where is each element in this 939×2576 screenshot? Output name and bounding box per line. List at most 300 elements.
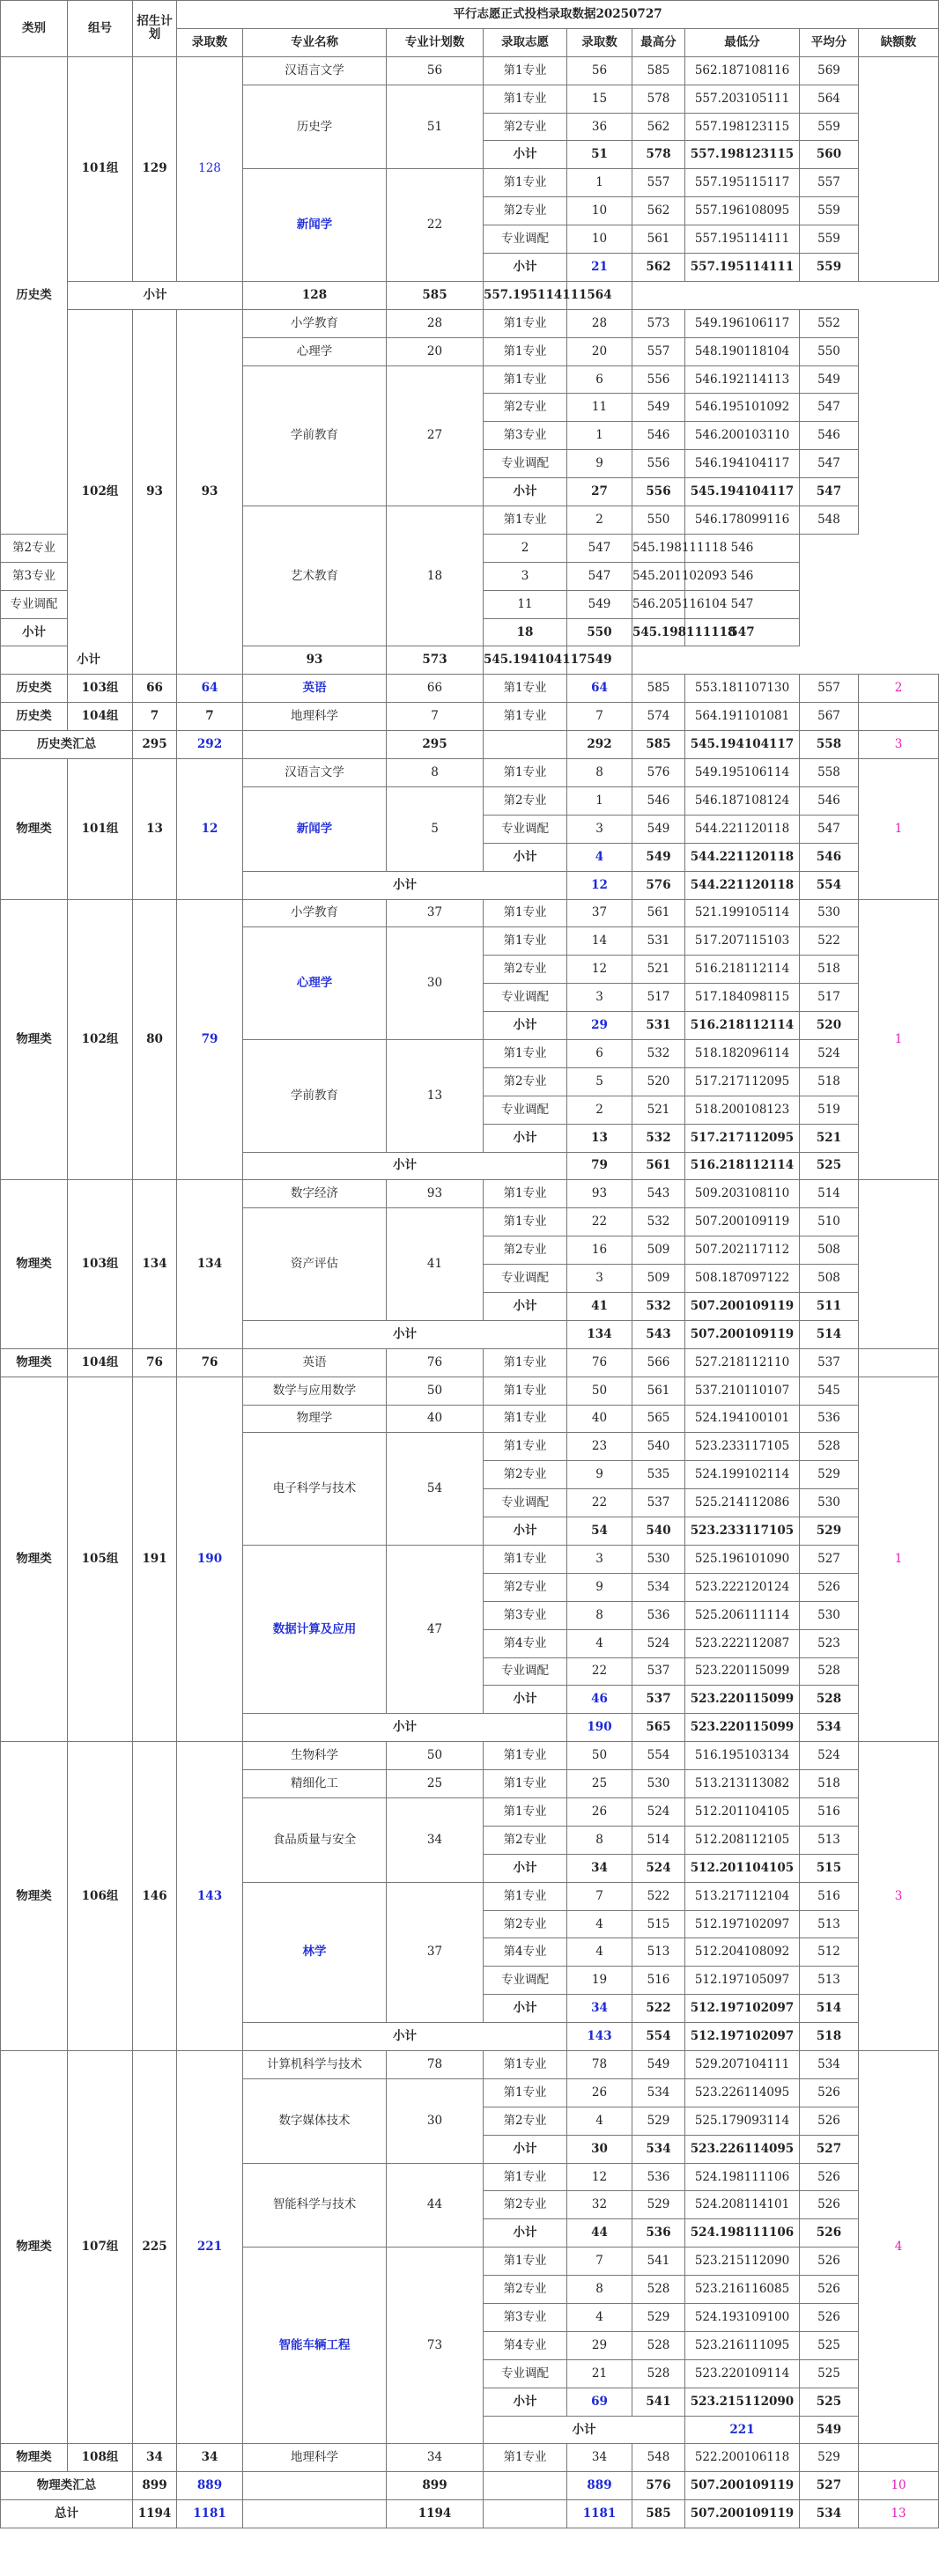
table-cell: 528 bbox=[800, 1657, 859, 1686]
table-cell: 554 bbox=[632, 2023, 685, 2051]
table-cell: 508.187097122 bbox=[685, 1265, 800, 1293]
table-cell: 数字经济 bbox=[243, 1180, 387, 1208]
table-cell: 128 bbox=[243, 281, 387, 309]
table-cell: 512.197102097 bbox=[685, 2023, 800, 2051]
table-cell: 3 bbox=[859, 1742, 939, 2051]
table-cell: 6 bbox=[567, 1039, 632, 1067]
table-cell: 第1专业 bbox=[484, 675, 567, 703]
table-cell: 10 bbox=[567, 197, 632, 225]
table-cell: 地理科学 bbox=[243, 2444, 387, 2472]
table-cell: 102组 bbox=[68, 899, 133, 1180]
table-cell: 3 bbox=[567, 1265, 632, 1293]
table-cell: 899 bbox=[133, 2472, 177, 2500]
table-cell: 13 bbox=[567, 1124, 632, 1152]
table-cell: 134 bbox=[133, 1180, 177, 1348]
table-cell: 541 bbox=[632, 2248, 685, 2276]
table-cell: 537 bbox=[632, 1489, 685, 1517]
table-cell: 50 bbox=[387, 1742, 484, 1770]
table-cell: 食品质量与安全 bbox=[243, 1798, 387, 1883]
table-cell: 569 bbox=[800, 56, 859, 85]
table-cell: 134 bbox=[567, 1320, 632, 1348]
table-cell: 543 bbox=[632, 1180, 685, 1208]
table-cell: 508 bbox=[800, 1265, 859, 1293]
table-cell: 573 bbox=[387, 646, 484, 675]
table-cell: 518 bbox=[800, 1770, 859, 1798]
table-cell: 小计 bbox=[243, 1714, 567, 1742]
table-cell: 191 bbox=[133, 1377, 177, 1742]
table-cell: 545.198111118 bbox=[632, 618, 685, 646]
table-cell: 小计 bbox=[484, 141, 567, 169]
table-title: 平行志愿正式投档录取数据20250727 bbox=[177, 1, 939, 29]
table-cell: 549 bbox=[567, 646, 632, 675]
table-cell: 历史类汇总 bbox=[1, 731, 133, 759]
table-cell: 23 bbox=[567, 1433, 632, 1461]
table-cell: 515 bbox=[632, 1910, 685, 1938]
table-cell: 536 bbox=[800, 1405, 859, 1433]
table-cell: 4 bbox=[567, 2304, 632, 2332]
table-cell: 559 bbox=[800, 197, 859, 225]
table-cell: 心理学 bbox=[243, 927, 387, 1040]
table-cell: 564.191101081 bbox=[685, 703, 800, 731]
table-cell: 小计 bbox=[484, 1124, 567, 1152]
table-cell: 517.217112095 bbox=[685, 1124, 800, 1152]
table-cell: 557.198123115 bbox=[685, 113, 800, 141]
table-cell: 精细化工 bbox=[243, 1770, 387, 1798]
table-row bbox=[1, 703, 939, 731]
table-cell: 523.216116085 bbox=[685, 2276, 800, 2304]
table-cell: 524 bbox=[800, 1742, 859, 1770]
table-cell: 535 bbox=[632, 1461, 685, 1489]
table-cell: 专业调配 bbox=[484, 1967, 567, 1995]
table-cell: 517 bbox=[632, 984, 685, 1012]
table-cell: 3 bbox=[484, 562, 567, 590]
table-cell: 561 bbox=[632, 225, 685, 254]
table-cell: 46 bbox=[567, 1686, 632, 1714]
table-cell: 507.200109119 bbox=[685, 2472, 800, 2500]
table-cell: 559 bbox=[800, 113, 859, 141]
table-cell: 546.194104117 bbox=[685, 450, 800, 478]
table-cell: 578 bbox=[632, 141, 685, 169]
table-cell: 第2专业 bbox=[484, 786, 567, 815]
table-cell: 520 bbox=[800, 1012, 859, 1040]
table-cell: 522.200106118 bbox=[685, 2444, 800, 2472]
table-cell: 523.215112090 bbox=[685, 2388, 800, 2416]
table-cell: 532 bbox=[632, 1039, 685, 1067]
table-cell: 第1专业 bbox=[484, 1180, 567, 1208]
table-cell: 数字媒体技术 bbox=[243, 2078, 387, 2163]
table-cell: 507.200109119 bbox=[685, 1292, 800, 1320]
table-cell: 522 bbox=[632, 1995, 685, 2023]
table-cell: 3 bbox=[567, 815, 632, 843]
table-cell: 557.196108095 bbox=[685, 197, 800, 225]
table-cell: 64 bbox=[567, 675, 632, 703]
table-cell: 44 bbox=[387, 2163, 484, 2248]
table-cell: 电子科学与技术 bbox=[243, 1433, 387, 1546]
table-cell: 518.182096114 bbox=[685, 1039, 800, 1067]
table-cell: 525.214112086 bbox=[685, 1489, 800, 1517]
table-cell: 第1专业 bbox=[484, 1208, 567, 1236]
table-cell: 517.184098115 bbox=[685, 984, 800, 1012]
table-cell: 专业调配 bbox=[484, 984, 567, 1012]
table-cell: 221 bbox=[685, 2416, 800, 2444]
table-cell: 1 bbox=[859, 1377, 939, 1742]
table-cell: 37 bbox=[567, 899, 632, 927]
table-cell: 899 bbox=[387, 2472, 484, 2500]
table-cell: 527 bbox=[800, 2135, 859, 2163]
table-cell: 第1专业 bbox=[484, 309, 567, 337]
table-cell: 36 bbox=[567, 113, 632, 141]
table-cell: 7 bbox=[567, 2248, 632, 2276]
table-cell: 44 bbox=[567, 2219, 632, 2248]
table-cell: 546 bbox=[632, 422, 685, 450]
table-cell: 18 bbox=[484, 618, 567, 646]
table-cell: 小计 bbox=[68, 281, 243, 309]
table-cell: 527.218112110 bbox=[685, 1348, 800, 1377]
table-cell: 128 bbox=[177, 56, 243, 281]
table-row bbox=[1, 731, 939, 759]
table-cell: 549 bbox=[567, 590, 632, 618]
table-cell: 514 bbox=[632, 1826, 685, 1854]
table-cell: 522 bbox=[632, 1882, 685, 1910]
table-cell: 516.195103134 bbox=[685, 1742, 800, 1770]
table-cell: 计算机科学与技术 bbox=[243, 2051, 387, 2079]
table-cell: 557.195114111 bbox=[484, 281, 567, 309]
table-cell: 557.195115117 bbox=[685, 169, 800, 197]
table-cell: 576 bbox=[632, 759, 685, 787]
table-cell: 物理学 bbox=[243, 1405, 387, 1433]
table-cell: 557.198123115 bbox=[685, 141, 800, 169]
table-cell: 第4专业 bbox=[484, 1938, 567, 1967]
table-cell: 1181 bbox=[177, 2500, 243, 2528]
table-cell: 540 bbox=[632, 1433, 685, 1461]
table-cell: 547 bbox=[567, 534, 632, 562]
table-cell: 516 bbox=[800, 1798, 859, 1827]
table-cell: 4 bbox=[567, 843, 632, 871]
table-cell: 521 bbox=[800, 1124, 859, 1152]
table-cell: 第3专业 bbox=[1, 562, 68, 590]
table-cell: 25 bbox=[387, 1770, 484, 1798]
table-cell: 34 bbox=[387, 2444, 484, 2472]
table-cell: 第2专业 bbox=[484, 1067, 567, 1096]
table-cell: 523.220115099 bbox=[685, 1686, 800, 1714]
table-cell: 32 bbox=[567, 2191, 632, 2219]
table-cell: 585 bbox=[387, 281, 484, 309]
table-cell: 529 bbox=[800, 1517, 859, 1546]
table-body bbox=[1, 1, 939, 2528]
table-cell: 第1专业 bbox=[484, 2163, 567, 2191]
table-cell: 532 bbox=[632, 1124, 685, 1152]
table-cell: 34 bbox=[567, 2444, 632, 2472]
table-cell: 221 bbox=[177, 2051, 243, 2444]
table-cell: 地理科学 bbox=[243, 703, 387, 731]
table-cell: 129 bbox=[133, 56, 177, 281]
table-cell: 第3专业 bbox=[484, 422, 567, 450]
table-cell: 13 bbox=[859, 2500, 939, 2528]
table-cell: 专业调配 bbox=[484, 2359, 567, 2388]
table-cell: 526 bbox=[800, 1573, 859, 1601]
table-cell: 6 bbox=[567, 365, 632, 394]
table-row bbox=[1, 675, 939, 703]
table-cell: 28 bbox=[567, 309, 632, 337]
table-cell: 7 bbox=[133, 703, 177, 731]
table-cell: 565 bbox=[632, 1714, 685, 1742]
table-cell: 93 bbox=[387, 1180, 484, 1208]
header-cell: 最低分 bbox=[685, 28, 800, 56]
table-cell: 546 bbox=[685, 534, 800, 562]
table-cell bbox=[484, 2500, 567, 2528]
table-cell: 526 bbox=[800, 2276, 859, 2304]
table-cell: 560 bbox=[800, 141, 859, 169]
table-cell: 物理类 bbox=[1, 2444, 68, 2472]
table-cell: 530 bbox=[800, 1601, 859, 1629]
table-cell bbox=[484, 731, 567, 759]
table-cell: 80 bbox=[133, 899, 177, 1180]
table-cell: 40 bbox=[387, 1405, 484, 1433]
table-cell: 第1专业 bbox=[484, 1433, 567, 1461]
table-cell: 546 bbox=[800, 786, 859, 815]
table-cell: 16 bbox=[567, 1236, 632, 1265]
table-cell: 512 bbox=[800, 1938, 859, 1967]
table-cell: 557 bbox=[800, 169, 859, 197]
table-cell bbox=[859, 56, 939, 281]
header-cell: 平均分 bbox=[800, 28, 859, 56]
table-cell: 34 bbox=[567, 1995, 632, 2023]
table-cell bbox=[243, 731, 387, 759]
table-cell: 523.233117105 bbox=[685, 1517, 800, 1546]
table-cell: 521 bbox=[632, 1096, 685, 1124]
table-cell: 512.204108092 bbox=[685, 1938, 800, 1967]
table-cell: 第1专业 bbox=[484, 365, 567, 394]
table-cell: 1 bbox=[859, 899, 939, 1180]
table-cell: 523.233117105 bbox=[685, 1433, 800, 1461]
table-cell: 18 bbox=[387, 506, 484, 646]
table-cell: 526 bbox=[800, 2163, 859, 2191]
table-cell: 528 bbox=[800, 1686, 859, 1714]
table-cell: 556 bbox=[632, 365, 685, 394]
table-cell: 22 bbox=[567, 1489, 632, 1517]
table-cell: 8 bbox=[567, 1826, 632, 1854]
table-cell: 507.200109119 bbox=[685, 1320, 800, 1348]
header-cell: 组号 bbox=[68, 1, 133, 57]
table-cell: 22 bbox=[387, 169, 484, 282]
table-cell: 生物科学 bbox=[243, 1742, 387, 1770]
table-cell: 1181 bbox=[567, 2500, 632, 2528]
table-cell: 37 bbox=[387, 1882, 484, 2022]
table-cell: 557 bbox=[632, 169, 685, 197]
table-cell: 549 bbox=[632, 394, 685, 422]
table-cell: 41 bbox=[567, 1292, 632, 1320]
table-cell: 507.200109119 bbox=[685, 1208, 800, 1236]
table-cell: 513 bbox=[632, 1938, 685, 1967]
table-cell: 537.210110107 bbox=[685, 1377, 800, 1405]
table-cell: 513 bbox=[800, 1826, 859, 1854]
table-cell: 561 bbox=[632, 1377, 685, 1405]
table-cell: 523.216111095 bbox=[685, 2331, 800, 2359]
table-cell: 历史学 bbox=[243, 85, 387, 169]
table-cell: 第1专业 bbox=[484, 1545, 567, 1573]
table-cell: 第2专业 bbox=[484, 113, 567, 141]
table-cell: 小计 bbox=[484, 1012, 567, 1040]
table-cell: 549 bbox=[800, 2416, 859, 2444]
table-cell: 专业调配 bbox=[484, 1096, 567, 1124]
table-cell: 小计 bbox=[484, 2219, 567, 2248]
table-cell: 22 bbox=[567, 1208, 632, 1236]
table-cell: 小计 bbox=[484, 1517, 567, 1546]
table-cell: 524 bbox=[800, 1039, 859, 1067]
table-cell: 540 bbox=[632, 1517, 685, 1546]
table-cell: 509 bbox=[632, 1265, 685, 1293]
table-cell: 525 bbox=[800, 2388, 859, 2416]
table-cell: 第1专业 bbox=[484, 899, 567, 927]
table-cell: 物理类 bbox=[1, 1180, 68, 1348]
table-cell: 小计 bbox=[484, 1292, 567, 1320]
table-cell: 554 bbox=[632, 1742, 685, 1770]
table-cell: 518.200108123 bbox=[685, 1096, 800, 1124]
table-cell: 508 bbox=[800, 1236, 859, 1265]
table-cell: 第1专业 bbox=[484, 703, 567, 731]
table-cell: 543 bbox=[632, 1320, 685, 1348]
table-cell: 526 bbox=[800, 2107, 859, 2135]
table-cell: 学前教育 bbox=[243, 1039, 387, 1152]
table-cell: 518 bbox=[800, 2023, 859, 2051]
table-cell: 93 bbox=[133, 309, 177, 675]
table-cell: 544.221120118 bbox=[685, 843, 800, 871]
table-cell: 物理类 bbox=[1, 1742, 68, 2051]
table-row bbox=[1, 1180, 939, 1208]
table-cell: 小计 bbox=[484, 2416, 685, 2444]
table-cell: 556 bbox=[632, 478, 685, 506]
table-cell: 524.199102114 bbox=[685, 1461, 800, 1489]
table-cell: 512.201104105 bbox=[685, 1798, 800, 1827]
table-cell: 527 bbox=[800, 1545, 859, 1573]
table-cell: 第1专业 bbox=[484, 169, 567, 197]
table-cell: 小学教育 bbox=[243, 309, 387, 337]
table-cell: 521 bbox=[632, 956, 685, 984]
table-cell: 3 bbox=[567, 1545, 632, 1573]
table-cell: 第1专业 bbox=[484, 1377, 567, 1405]
table-cell: 54 bbox=[387, 1433, 484, 1546]
table-cell: 26 bbox=[567, 1798, 632, 1827]
table-cell: 517.207115103 bbox=[685, 927, 800, 956]
table-cell: 第1专业 bbox=[484, 1798, 567, 1827]
table-cell: 143 bbox=[567, 2023, 632, 2051]
table-cell: 545.201102093 bbox=[632, 562, 685, 590]
table-cell: 8 bbox=[567, 1601, 632, 1629]
table-cell: 516.218112114 bbox=[685, 956, 800, 984]
table-cell: 101组 bbox=[68, 759, 133, 899]
table-cell: 143 bbox=[177, 1742, 243, 2051]
table-cell: 50 bbox=[567, 1742, 632, 1770]
table-cell: 549 bbox=[800, 365, 859, 394]
table-cell: 5 bbox=[387, 786, 484, 871]
table-cell: 547 bbox=[685, 590, 800, 618]
table-cell: 546.195101092 bbox=[685, 394, 800, 422]
table-cell: 557.195114111 bbox=[685, 254, 800, 282]
table-cell: 585 bbox=[632, 731, 685, 759]
header-cell: 缺额数 bbox=[859, 28, 939, 56]
table-cell: 523.222120124 bbox=[685, 1573, 800, 1601]
table-row bbox=[1, 281, 939, 309]
table-cell: 529 bbox=[632, 2191, 685, 2219]
table-cell: 第2专业 bbox=[1, 534, 68, 562]
table-cell: 13 bbox=[133, 759, 177, 899]
table-cell: 514 bbox=[800, 1995, 859, 2023]
table-cell: 心理学 bbox=[243, 337, 387, 365]
table-cell: 物理类 bbox=[1, 1348, 68, 1377]
table-cell: 532 bbox=[632, 1208, 685, 1236]
table-cell: 531 bbox=[632, 1012, 685, 1040]
table-cell: 512.197105097 bbox=[685, 1967, 800, 1995]
table-cell: 30 bbox=[387, 2078, 484, 2163]
table-cell: 56 bbox=[567, 56, 632, 85]
table-cell: 537 bbox=[632, 1686, 685, 1714]
table-cell: 2 bbox=[567, 506, 632, 535]
table-cell: 562 bbox=[632, 113, 685, 141]
table-cell: 541 bbox=[632, 2388, 685, 2416]
table-cell: 292 bbox=[567, 731, 632, 759]
table-cell: 30 bbox=[567, 2135, 632, 2163]
table-cell: 558 bbox=[800, 759, 859, 787]
table-cell: 295 bbox=[387, 731, 484, 759]
table-cell: 11 bbox=[484, 590, 567, 618]
table-cell: 559 bbox=[800, 254, 859, 282]
table-cell: 545 bbox=[800, 1377, 859, 1405]
table-cell: 66 bbox=[387, 675, 484, 703]
table-cell: 190 bbox=[177, 1377, 243, 1742]
header-cell: 录取数 bbox=[567, 28, 632, 56]
table-cell: 518 bbox=[800, 956, 859, 984]
table-cell: 第4专业 bbox=[484, 1629, 567, 1657]
table-cell bbox=[243, 2472, 387, 2500]
table-cell: 专业调配 bbox=[484, 450, 567, 478]
table-cell: 511 bbox=[800, 1292, 859, 1320]
table-cell: 76 bbox=[387, 1348, 484, 1377]
table-cell: 93 bbox=[567, 1180, 632, 1208]
table-cell: 565 bbox=[632, 1405, 685, 1433]
table-cell: 561 bbox=[632, 899, 685, 927]
table-cell: 3 bbox=[859, 731, 939, 759]
table-cell: 546.178099116 bbox=[685, 506, 800, 535]
table-cell: 21 bbox=[567, 2359, 632, 2388]
table-cell: 562.187108116 bbox=[685, 56, 800, 85]
table-cell: 527 bbox=[800, 2472, 859, 2500]
table-cell: 12 bbox=[567, 2163, 632, 2191]
table-cell: 第1专业 bbox=[484, 1770, 567, 1798]
table-cell: 531 bbox=[632, 927, 685, 956]
table-cell: 547 bbox=[800, 394, 859, 422]
table-cell: 553.181107130 bbox=[685, 675, 800, 703]
table-cell: 547 bbox=[685, 618, 800, 646]
table-cell: 525 bbox=[800, 2359, 859, 2388]
table-cell: 529 bbox=[800, 2444, 859, 2472]
table-cell: 第2专业 bbox=[484, 1573, 567, 1601]
table-cell: 第1专业 bbox=[484, 1348, 567, 1377]
table-cell: 66 bbox=[133, 675, 177, 703]
table-cell: 107组 bbox=[68, 2051, 133, 2444]
table-cell: 第2专业 bbox=[484, 1236, 567, 1265]
table-cell: 第2专业 bbox=[484, 2276, 567, 2304]
table-cell: 521.199105114 bbox=[685, 899, 800, 927]
table-cell: 汉语言文学 bbox=[243, 759, 387, 787]
table-cell: 549 bbox=[632, 815, 685, 843]
table-cell: 108组 bbox=[68, 2444, 133, 2472]
table-cell: 2 bbox=[859, 675, 939, 703]
table-row bbox=[1, 1377, 939, 1405]
table-cell: 1 bbox=[859, 759, 939, 899]
table-row bbox=[1, 899, 939, 927]
table-cell: 第1专业 bbox=[484, 337, 567, 365]
table-cell: 509 bbox=[632, 1236, 685, 1265]
